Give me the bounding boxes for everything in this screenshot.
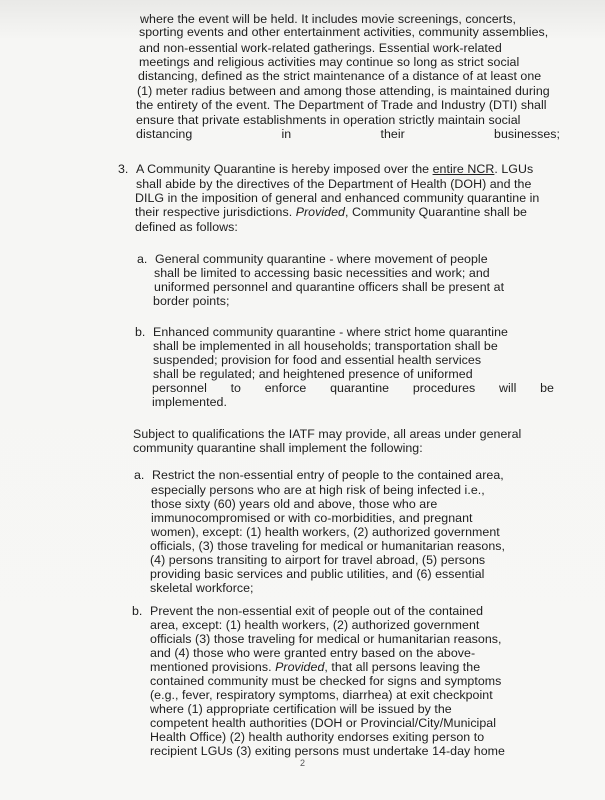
page-number: 2 (300, 758, 306, 768)
italic-text: Provided (275, 660, 325, 674)
text-run: A Community Quarantine is hereby imposed over the (136, 162, 433, 176)
text-line: immunocompromised or with co-morbidities, and pregnant (151, 511, 473, 525)
text-line: those sixty (60) years old and above, those who are (151, 497, 438, 511)
word: enforce (264, 381, 307, 395)
text-line: sporting events and other entertainment activities, community assemblies, (139, 25, 549, 39)
text-line: shall be implemented in all households; transportation shall be (153, 339, 498, 353)
text-line: shall abide by the directives of the Department of Health (DOH) and the (136, 177, 532, 191)
text-line: competent health authorities (DOH or Provincial/City/Municipal (150, 716, 497, 730)
word: to (230, 381, 241, 395)
text-line: officials (3) those traveling for medical or humanitarian reasons, (150, 632, 502, 646)
word: their (380, 127, 405, 141)
text-line: skeletal workforce; (150, 581, 254, 595)
text-line: providing basic services and public utilities, and (6) essential (150, 567, 485, 581)
text-line: Enhanced community quarantine - where strict home quarantine (153, 325, 508, 339)
text-line: distancing, defined as the strict maintenance of a distance of at least one (138, 69, 542, 83)
word: distancing (136, 127, 193, 141)
text-line: (e.g., fever, respiratory symptoms, diarrhea) at exit checkpoint (150, 688, 493, 702)
word: businesses; (494, 127, 560, 141)
text-line: (1) meter radius between and among those attending, is maintained during (137, 84, 550, 98)
text-line: area, except: (1) health workers, (2) authorized government (150, 618, 480, 632)
item-marker: b. (135, 325, 146, 339)
text-line: Prevent the non-essential exit of people out of the contained (150, 604, 484, 618)
word: be (540, 381, 554, 395)
text-run: . LGUs (494, 162, 534, 176)
text-line: and non-essential work-related gatherings. Essential work-related (139, 41, 502, 55)
text-line: suspended; provision for food and essential health services (153, 353, 482, 367)
word: procedures (412, 381, 476, 395)
text-line: women), except: (1) health workers, (2) authorized government (151, 525, 500, 539)
word: in (281, 127, 292, 141)
text-line: Health Office) (2) health authority endorses exiting person to (150, 730, 485, 744)
text-line: Restrict the non-essential entry of people to the contained area, (152, 468, 504, 482)
underlined-text: entire NCR (432, 162, 495, 176)
text-run: , that all persons leaving the (324, 660, 481, 674)
italic-text: Provided (295, 205, 345, 219)
text-line (135, 206, 527, 219)
text-line: especially persons who are at high risk of being infected i.e., (151, 483, 485, 497)
text-line: General community quarantine - where movement of people (155, 252, 488, 266)
text-line: recipient LGUs (3) exiting persons must undertake 14-day home (150, 744, 505, 758)
text-line: meetings and religious activities may continue so long as strict social (139, 55, 520, 69)
text-line (150, 661, 480, 674)
item-marker: a. (134, 468, 145, 482)
text-line: shall be regulated; and heightened presence of uniformed (153, 367, 473, 381)
text-line: implemented. (152, 395, 227, 409)
text-line: border points; (153, 294, 230, 308)
text-line: uniformed personnel and quarantine officers shall be present at (154, 280, 505, 294)
text-run: , Community Quarantine shall be (345, 205, 527, 219)
text-line: DILG in the imposition of general and enhanced community quarantine in (135, 191, 540, 205)
text-line: where the event will be held. It includes movie screenings, concerts, (140, 12, 517, 26)
text-line: officials, (3) those traveling for medical or humanitarian reasons, (150, 539, 506, 553)
text-line-justified (136, 128, 560, 141)
word: quarantine (330, 381, 390, 395)
text-line-justified (152, 382, 554, 395)
text-line: defined as follows: (135, 220, 238, 234)
text-line: where (1) appropriate certification will be issued by the (150, 702, 452, 716)
text-line: and (4) those who were granted entry based on the above- (150, 646, 476, 660)
word: personnel (152, 381, 207, 395)
text-line: the entirety of the event. The Department of Trade and Industry (DTI) shall (136, 98, 547, 112)
text-line: ensure that private establishments in operation strictly maintain social (136, 113, 521, 127)
item-number: 3. (118, 162, 129, 176)
text-line: (4) persons transiting to airport for travel abroad, (5) persons (150, 553, 486, 567)
text-line: community quarantine shall implement the following: (133, 441, 423, 455)
word: will (499, 381, 517, 395)
text-run: their respective jurisdictions. (135, 205, 296, 219)
item-marker: a. (137, 252, 148, 266)
text-run: mentioned provisions. (150, 660, 276, 674)
text-line (136, 163, 533, 176)
text-line: contained community must be checked for signs and symptoms (150, 674, 502, 688)
text-line: Subject to qualifications the IATF may provide, all areas under general (133, 427, 522, 441)
text-line: shall be limited to accessing basic necessities and work; and (154, 266, 490, 280)
item-marker: b. (132, 604, 143, 618)
